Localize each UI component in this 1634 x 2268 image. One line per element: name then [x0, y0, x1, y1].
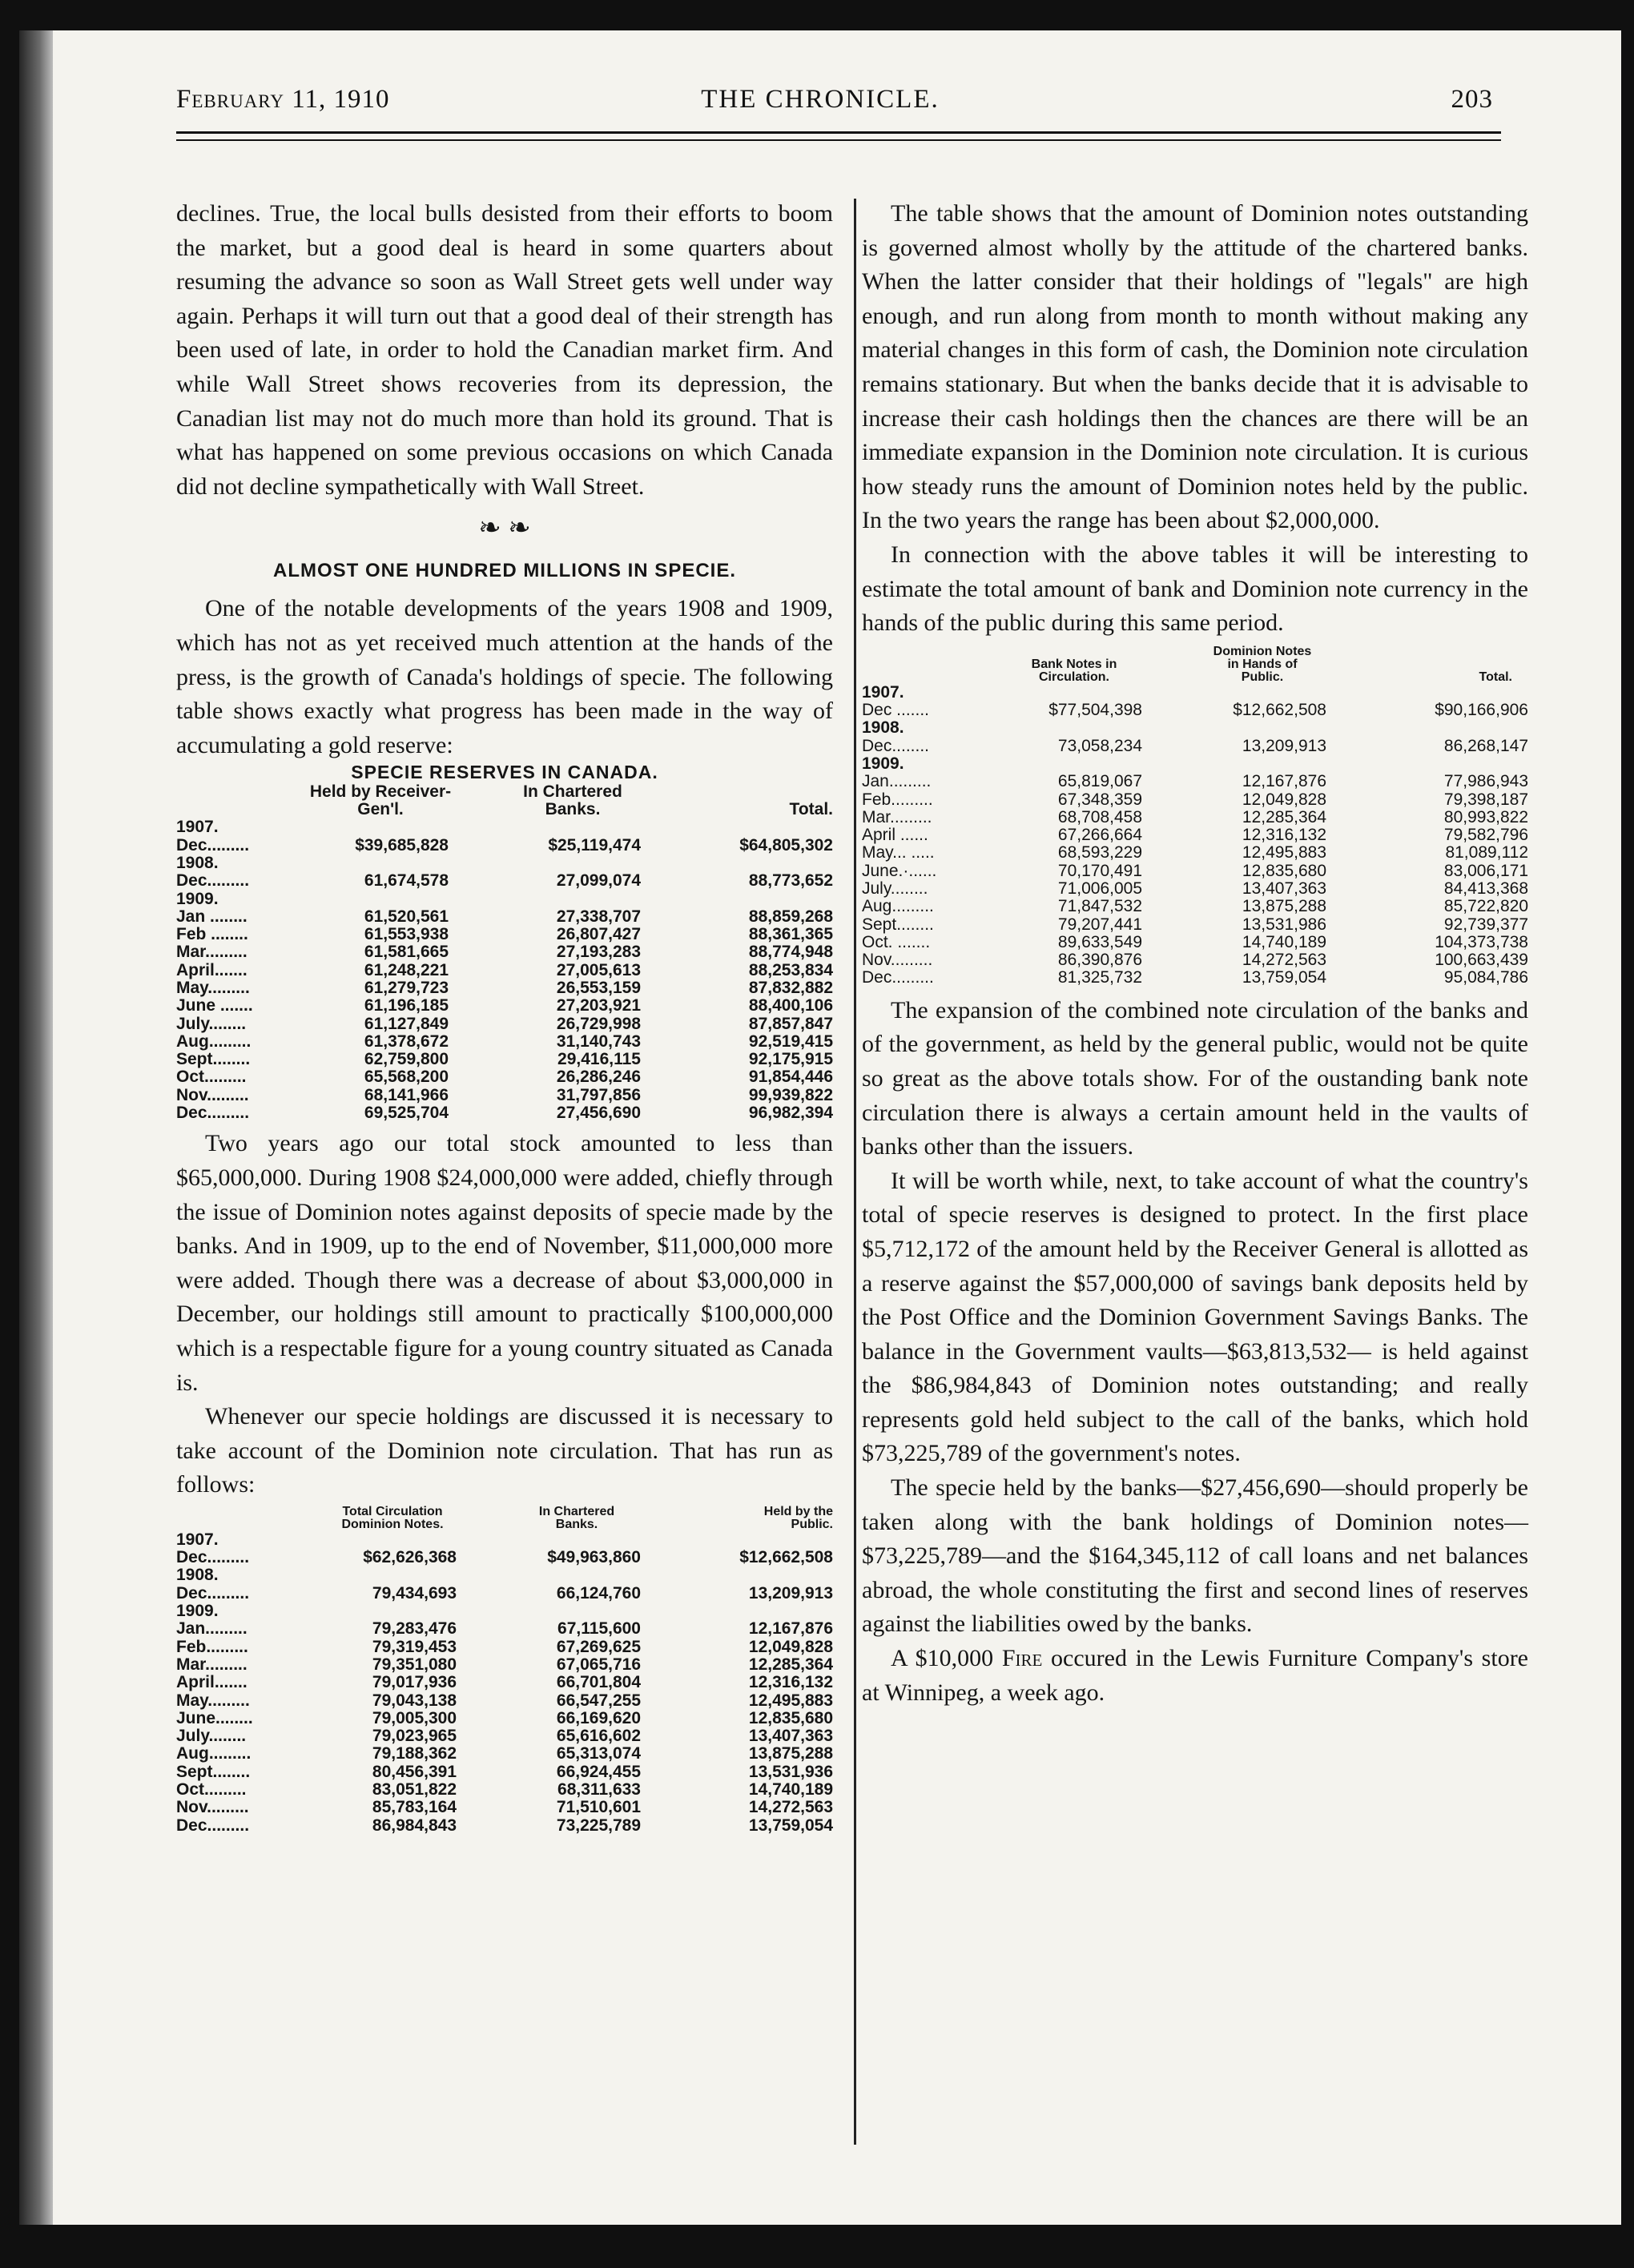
- table-cell: [673, 1602, 833, 1620]
- table-row: [862, 898, 1528, 915]
- table-row: [176, 1087, 833, 1104]
- table-row: [176, 1639, 833, 1656]
- row-label: July........: [176, 1014, 247, 1033]
- row-label: Nov.........: [176, 1085, 249, 1104]
- fire-rest: occured in the Lewis Furniture Company's store at Winnipeg, a week ago.: [862, 1645, 1529, 1706]
- row-label: Dec .......: [862, 701, 930, 720]
- table-row: [862, 791, 1528, 809]
- row-label: Sept........: [176, 1050, 251, 1069]
- table-cell: 80,993,822: [1443, 807, 1528, 826]
- table-cell: 79,207,441: [1057, 915, 1142, 934]
- table-row: [176, 872, 833, 890]
- table-row: [176, 1745, 833, 1763]
- table-cell: [473, 855, 673, 872]
- table-cell: [481, 1531, 673, 1549]
- table-cell: 88,253,834: [748, 960, 833, 979]
- table-cell: 61,378,672: [364, 1031, 449, 1051]
- table-cell: $77,504,398: [1048, 701, 1142, 720]
- table-header: Total.: [1479, 670, 1512, 684]
- table-cell: 13,407,363: [1242, 879, 1326, 898]
- table-cell: [473, 818, 673, 836]
- table-cell: 27,456,690: [556, 1104, 641, 1123]
- table-cell: 95,084,786: [1443, 968, 1528, 987]
- table-cell: [982, 755, 1166, 773]
- table-cell: 67,269,625: [556, 1637, 641, 1656]
- table-cell: [304, 1602, 481, 1620]
- table-cell: $49,963,860: [547, 1548, 641, 1567]
- news-item-fire: [862, 1642, 1528, 1710]
- table-cell: 13,875,288: [1242, 897, 1326, 916]
- paragraph: It will be worth while, next, to take account of what the country's total of specie reserves is designed to protect. In the first place $5,712,172 of the amount held by the Receiver General is allotted as a reserve against the $57,000,000 of savings bank deposits held by the Post Office and the Dominion Government Savings Banks. The balance in the Government vaults—$63,813,532— is held against the $86,984,843 of Dominion notes outstanding; and really represents gold held subject to the call of the banks, which hold $73,225,789 of the government's notes.: [862, 1167, 1528, 1467]
- paragraph: The expansion of the combined note circulation of the banks and of the government, as held by the general public, would not be quite so great as the above totals show. For of the oustanding bank note circulation there is always a certain amount held in the vaults of banks other than the issuers.: [862, 996, 1528, 1160]
- row-label: Jan.........: [176, 1619, 248, 1639]
- row-label: 1908.: [176, 853, 219, 872]
- table-cell: 88,361,365: [748, 925, 833, 944]
- table-cell: 87,857,847: [748, 1014, 833, 1033]
- row-label: Dec........: [862, 736, 930, 755]
- table-cell: [982, 719, 1166, 737]
- table-cell: 92,175,915: [748, 1050, 833, 1069]
- table-cell: 13,759,054: [748, 1816, 833, 1835]
- table-cell: 13,407,363: [748, 1727, 833, 1746]
- table-cell: [673, 891, 833, 908]
- table-row: [176, 1620, 833, 1638]
- table-cell: 88,774,948: [748, 943, 833, 962]
- table-cell: 61,581,665: [364, 943, 449, 962]
- table-cell: 73,058,234: [1057, 736, 1142, 755]
- table-cell: 67,266,664: [1057, 826, 1142, 845]
- row-label: Dec.........: [176, 835, 250, 855]
- table-cell: 12,285,364: [1242, 807, 1326, 826]
- table-row: [176, 908, 833, 926]
- row-label: June........: [176, 1708, 253, 1727]
- table-cell: [304, 1566, 481, 1584]
- table-cell: 71,006,005: [1057, 879, 1142, 898]
- table-row: [862, 969, 1528, 987]
- table-row: [862, 738, 1528, 755]
- paragraph: In connection with the above tables it will be interesting to estimate the total amount of bank and Dominion note currency in the hands of the public during this same period.: [862, 541, 1528, 637]
- row-label: Aug.........: [176, 1031, 252, 1051]
- table-cell: 79,023,965: [372, 1727, 457, 1746]
- table-header: In Chartered Banks.: [523, 782, 622, 819]
- table-cell: 91,854,446: [748, 1068, 833, 1087]
- table-cell: 79,283,476: [372, 1619, 457, 1639]
- paragraph: Two years ago our total stock amounted to less than $65,000,000. During 1908 $24,000,000 were added, chiefly through the issue of Dominion notes against deposits of specie made by the banks. And in 1909, up to the end of November, $11,000,000 more were added. Though there was a decrease of about $3,000,000 in December, our holdings still amount to practically $100,000,000 which is a respectable figure for a young country situated as Canada is.: [176, 1130, 833, 1396]
- table-cell: 13,875,288: [748, 1744, 833, 1763]
- table-cell: 71,510,601: [556, 1798, 641, 1817]
- table-cell: 66,547,255: [556, 1691, 641, 1710]
- row-label: 1909.: [176, 1602, 219, 1621]
- row-label: Aug.........: [176, 1744, 252, 1763]
- table-cell: 31,797,856: [556, 1085, 641, 1104]
- table-cell: 71,847,532: [1057, 897, 1142, 916]
- table-cell: 13,209,913: [1242, 736, 1326, 755]
- table-cell: 31,140,743: [556, 1031, 641, 1051]
- table-header: Total.: [789, 800, 833, 819]
- table-cell: 92,519,415: [748, 1031, 833, 1051]
- table-cell: 67,065,716: [556, 1655, 641, 1674]
- table-cell: 66,124,760: [556, 1583, 641, 1602]
- table-cell: 14,740,189: [748, 1780, 833, 1800]
- table-cell: $62,626,368: [363, 1548, 457, 1567]
- table-cell: 68,141,966: [364, 1085, 449, 1104]
- table-cell: 12,835,680: [1242, 861, 1326, 880]
- table-cell: [673, 818, 833, 836]
- table-cell: [1358, 755, 1528, 773]
- table-row: [176, 1585, 833, 1602]
- table-cell: 79,351,080: [372, 1655, 457, 1674]
- header-date: February 11, 1910: [176, 85, 390, 114]
- table-row: [862, 719, 1528, 737]
- table-cell: 27,099,074: [556, 871, 641, 891]
- table-row: [176, 1015, 833, 1033]
- table-cell: 88,859,268: [748, 907, 833, 926]
- table-cell: 12,049,828: [1242, 790, 1326, 809]
- table-cell: $12,662,508: [1233, 701, 1326, 720]
- table-row: [176, 1033, 833, 1051]
- table-row: [862, 755, 1528, 773]
- table-row: [176, 1799, 833, 1816]
- table-row: [862, 702, 1528, 719]
- table-cell: 61,553,938: [364, 925, 449, 944]
- table-cell: 61,520,561: [364, 907, 449, 926]
- row-label: Dec.........: [176, 1548, 250, 1567]
- table-row: [862, 880, 1528, 898]
- table-cell: [982, 684, 1166, 702]
- header-rule: [176, 131, 1501, 141]
- table-row: [862, 826, 1528, 844]
- table-cell: 27,005,613: [556, 960, 641, 979]
- table-row: [862, 684, 1528, 702]
- row-label: Feb.........: [176, 1637, 248, 1656]
- row-label: Mar.........: [176, 1655, 248, 1674]
- row-label: May... .....: [862, 843, 935, 863]
- row-label: April ......: [862, 826, 928, 845]
- table-cell: 69,525,704: [364, 1104, 449, 1123]
- paragraph: The specie held by the banks—$27,456,690—should properly be taken along with the bank holdings of Dominion notes—$73,225,789—and the $164,345,112 of call loans and net balances abroad, the whole constituting the first and second lines of reserves against the liabilities owed by the banks.: [862, 1474, 1528, 1638]
- table-cell: 29,416,115: [557, 1050, 641, 1069]
- table-cell: 80,456,391: [372, 1762, 457, 1781]
- row-label: 1907.: [176, 1530, 219, 1549]
- row-label: Oct. .......: [862, 932, 931, 951]
- book-spine-shadow: [19, 30, 53, 2225]
- table-cell: [673, 1566, 833, 1584]
- table-cell: 86,984,843: [372, 1816, 457, 1835]
- fire-word: Fire: [1001, 1645, 1043, 1672]
- table-cell: 12,835,680: [748, 1708, 833, 1727]
- table-cell: [673, 855, 833, 872]
- table-row: [862, 863, 1528, 880]
- table-cell: 84,413,368: [1443, 879, 1528, 898]
- table-cell: 67,348,359: [1057, 790, 1142, 809]
- row-label: Dec.........: [176, 1816, 250, 1835]
- row-label: 1909.: [862, 754, 904, 773]
- table-row: [176, 1549, 833, 1566]
- table-cell: [1166, 719, 1358, 737]
- table-header: In Chartered Banks.: [538, 1504, 615, 1531]
- table-cell: 65,819,067: [1057, 772, 1142, 791]
- table-cell: 66,924,455: [556, 1762, 641, 1781]
- row-label: Oct.........: [176, 1780, 247, 1800]
- row-label: 1909.: [176, 889, 219, 908]
- table-cell: 88,773,652: [748, 871, 833, 891]
- table-cell: 27,338,707: [556, 907, 641, 926]
- table-cell: 61,279,723: [364, 978, 449, 997]
- row-label: April.......: [176, 1673, 248, 1692]
- row-label: July........: [176, 1727, 247, 1746]
- column-divider: [854, 199, 856, 2145]
- table-header: Bank Notes in Circulation.: [1031, 657, 1117, 684]
- row-label: Mar.........: [862, 807, 932, 826]
- table-header: [176, 1506, 304, 1531]
- table-row: [862, 934, 1528, 951]
- table-cell: 14,740,189: [1242, 932, 1326, 951]
- table-cell: 12,316,132: [1242, 826, 1326, 845]
- table-cell: 79,434,693: [372, 1583, 457, 1602]
- row-label: Nov.........: [176, 1798, 249, 1817]
- table-cell: [1166, 684, 1358, 702]
- table-row: [176, 1692, 833, 1710]
- table-cell: 99,939,822: [748, 1085, 833, 1104]
- table-caption: SPECIE RESERVES IN CANADA.: [351, 762, 658, 783]
- dominion-note-circulation-table: [176, 1506, 833, 1835]
- table-cell: 66,701,804: [556, 1673, 641, 1692]
- row-label: June .......: [176, 996, 253, 1015]
- table-cell: 12,316,132: [748, 1673, 833, 1692]
- table-cell: 92,739,377: [1443, 915, 1528, 934]
- ornament: ❧ ❧: [478, 513, 531, 544]
- table-cell: 12,049,828: [748, 1637, 833, 1656]
- table-cell: 79,188,362: [372, 1744, 457, 1763]
- table-cell: [1166, 755, 1358, 773]
- row-label: Aug.........: [862, 897, 934, 916]
- table-cell: $25,119,474: [548, 835, 641, 855]
- table-cell: 67,115,600: [557, 1619, 641, 1639]
- table-cell: 62,759,800: [364, 1050, 449, 1069]
- table-row: [176, 1656, 833, 1674]
- table-body: [176, 1531, 833, 1835]
- table-cell: 12,495,883: [748, 1691, 833, 1710]
- table-row: [176, 1566, 833, 1584]
- table-cell: [481, 1602, 673, 1620]
- table-row: [176, 1051, 833, 1068]
- row-label: Sept........: [862, 915, 934, 934]
- row-label: Feb.........: [862, 790, 933, 809]
- table-cell: [673, 1531, 833, 1549]
- table-row: [176, 1727, 833, 1745]
- table-cell: 79,005,300: [372, 1708, 457, 1727]
- table-row: [176, 1674, 833, 1691]
- table-cell: 12,167,876: [1242, 772, 1326, 791]
- table-cell: 88,400,106: [748, 996, 833, 1015]
- table-cell: 83,051,822: [372, 1780, 457, 1800]
- bank-and-dominion-currency-table: [862, 645, 1528, 987]
- table-row: [176, 943, 833, 961]
- table-cell: 70,170,491: [1057, 861, 1142, 880]
- row-label: 1908.: [862, 718, 904, 738]
- header-title: THE CHRONICLE.: [701, 85, 940, 114]
- table-cell: 13,759,054: [1242, 968, 1326, 987]
- table-cell: 73,225,789: [556, 1816, 641, 1835]
- table-cell: 68,593,229: [1057, 843, 1142, 863]
- table-cell: 83,006,171: [1443, 861, 1528, 880]
- row-label: Jan.........: [862, 772, 932, 791]
- table-row: [176, 1531, 833, 1549]
- table-cell: 77,986,943: [1443, 772, 1528, 791]
- table-row: [176, 962, 833, 979]
- table-cell: 12,167,876: [748, 1619, 833, 1639]
- table-cell: 86,390,876: [1057, 951, 1142, 970]
- table-cell: 79,043,138: [372, 1691, 457, 1710]
- table-cell: 27,193,283: [556, 943, 641, 962]
- table-cell: 87,832,882: [748, 978, 833, 997]
- table-row: [176, 855, 833, 872]
- table-cell: 14,272,563: [1242, 951, 1326, 970]
- table-cell: 13,531,936: [748, 1762, 833, 1781]
- table-row: [176, 1602, 833, 1620]
- table-cell: 13,209,913: [748, 1583, 833, 1602]
- row-label: May.........: [176, 978, 250, 997]
- paragraph: declines. True, the local bulls desisted from their efforts to boom the market, but a good deal is heard in some quarters about resuming the advance so soon as Wall Street gets well under way again. Perhaps it will turn out that a good deal of their strength has been used of late, in order to hold the Canadian market firm. And while Wall Street shows recoveries from its depression, the Canadian list may not do much more than hold its ground. That is what has happened on some previous occasions on which Canada did not decline sympathetically with Wall Street.: [176, 200, 833, 500]
- row-label: Nov.........: [862, 951, 933, 970]
- table-cell: 100,663,439: [1435, 951, 1528, 970]
- table-header: [176, 783, 288, 818]
- table-cell: [304, 1531, 481, 1549]
- table-cell: 26,286,246: [556, 1068, 641, 1087]
- table-cell: 13,531,986: [1242, 915, 1326, 934]
- table-row: [862, 844, 1528, 862]
- table-cell: 61,248,221: [364, 960, 449, 979]
- table-row: [176, 1104, 833, 1122]
- table-cell: 85,722,820: [1443, 897, 1528, 916]
- table-header: [862, 645, 982, 684]
- table-header: Held by the Public.: [763, 1504, 833, 1531]
- row-label: July........: [862, 879, 928, 898]
- table-cell: 65,313,074: [556, 1744, 641, 1763]
- row-label: Dec.........: [176, 1583, 250, 1602]
- row-label: 1907.: [176, 818, 219, 837]
- table-cell: 79,582,796: [1443, 826, 1528, 845]
- fire-lead: A $10,000: [891, 1645, 994, 1672]
- table-cell: 66,169,620: [556, 1708, 641, 1727]
- table-cell: [481, 1566, 673, 1584]
- row-label: April.......: [176, 960, 248, 979]
- paragraph: One of the notable developments of the years 1908 and 1909, which has not as yet received much attention at the hands of the press, is the growth of Canada's holdings of specie. The following table shows exactly what progress has been made in the way of accumulating a gold reserve:: [176, 595, 833, 758]
- row-label: Dec.........: [176, 1104, 250, 1123]
- table-cell: 12,285,364: [748, 1655, 833, 1674]
- newspaper-page: [19, 30, 1621, 2225]
- row-label: Mar.........: [176, 943, 248, 962]
- table-cell: 27,203,921: [556, 996, 641, 1015]
- table-row: [176, 1763, 833, 1781]
- table-row: [176, 979, 833, 997]
- table-cell: 26,807,427: [556, 925, 641, 944]
- table-row: [176, 926, 833, 943]
- table-cell: 81,325,732: [1057, 968, 1142, 987]
- table-cell: $12,662,508: [739, 1548, 833, 1567]
- table-row: [176, 997, 833, 1015]
- left-column: [176, 197, 833, 1835]
- table-cell: 79,319,453: [372, 1637, 457, 1656]
- table-cell: 79,398,187: [1443, 790, 1528, 809]
- row-label: 1907.: [862, 682, 904, 702]
- table-cell: 14,272,563: [748, 1798, 833, 1817]
- table-cell: $64,805,302: [739, 835, 833, 855]
- table-cell: 61,674,578: [364, 871, 449, 891]
- table-cell: 86,268,147: [1443, 736, 1528, 755]
- table-cell: 26,553,159: [556, 978, 641, 997]
- article-heading: ALMOST ONE HUNDRED MILLIONS IN SPECIE.: [272, 560, 737, 582]
- table-cell: [1358, 684, 1528, 702]
- row-label: May.........: [176, 1691, 250, 1710]
- table-cell: [288, 818, 473, 836]
- paragraph: Whenever our specie holdings are discussed it is necessary to take account of the Dominion note circulation. That has run as follows:: [176, 1403, 833, 1498]
- table-row: [862, 773, 1528, 790]
- table-body: [862, 684, 1528, 987]
- table-row: [176, 837, 833, 855]
- table-cell: 12,495,883: [1242, 843, 1326, 863]
- table-row: [862, 809, 1528, 826]
- table-cell: [473, 891, 673, 908]
- table-cell: [288, 855, 473, 872]
- table-cell: [288, 891, 473, 908]
- table-cell: 81,089,112: [1445, 843, 1528, 863]
- table-row: [176, 1710, 833, 1727]
- table-row: [176, 818, 833, 836]
- table-header: Held by Receiver-Gen'l.: [309, 782, 452, 819]
- table-cell: 79,017,936: [372, 1673, 457, 1692]
- table-cell: 89,633,549: [1057, 932, 1142, 951]
- paragraph: The table shows that the amount of Dominion notes outstanding is governed almost wholly by the attitude of the chartered banks. When the latter consider that their holdings of "legals" are high enough, and run along from month to month without making any material changes in this form of cash, the Dominion note circulation remains stationary. But when the banks decide that it is advisable to increase their cash holdings then the chances are there will be an immediate expansion in the Dominion note circulation. It is curious how steady runs the amount of Dominion notes held by the public. In the two years the range has been about $2,000,000.: [862, 200, 1528, 534]
- table-row: [862, 951, 1528, 969]
- table-row: [862, 916, 1528, 934]
- table-cell: 61,196,185: [364, 996, 449, 1015]
- table-cell: 65,616,602: [556, 1727, 641, 1746]
- table-row: [176, 891, 833, 908]
- table-cell: 85,783,164: [372, 1798, 457, 1817]
- table-cell: [1358, 719, 1528, 737]
- table-row: [176, 1817, 833, 1835]
- table-cell: 68,708,458: [1057, 807, 1142, 826]
- row-label: Oct.........: [176, 1068, 247, 1087]
- table-row: [176, 1781, 833, 1799]
- table-cell: $90,166,906: [1435, 701, 1528, 720]
- table-header: Dominion Notes in Hands of Public.: [1213, 644, 1312, 684]
- table-cell: 61,127,849: [364, 1014, 449, 1033]
- row-label: Feb ........: [176, 925, 248, 944]
- table-header: Total Circulation Dominion Notes.: [341, 1504, 444, 1531]
- table-cell: 68,311,633: [557, 1780, 641, 1800]
- row-label: Dec.........: [176, 871, 250, 891]
- specie-reserves-table: [176, 761, 833, 1122]
- table-cell: 96,982,394: [748, 1104, 833, 1123]
- row-label: June.·......: [862, 861, 937, 880]
- table-cell: 65,568,200: [364, 1068, 449, 1087]
- row-label: 1908.: [176, 1566, 219, 1585]
- page-number: 203: [1451, 85, 1493, 114]
- table-cell: $39,685,828: [355, 835, 449, 855]
- table-body: [176, 818, 833, 1122]
- table-row: [176, 1068, 833, 1086]
- table-cell: 104,373,738: [1435, 932, 1528, 951]
- row-label: Sept........: [176, 1762, 251, 1781]
- row-label: Dec.........: [862, 968, 934, 987]
- right-column: [862, 197, 1528, 1710]
- table-cell: 26,729,998: [556, 1014, 641, 1033]
- row-label: Jan ........: [176, 907, 248, 926]
